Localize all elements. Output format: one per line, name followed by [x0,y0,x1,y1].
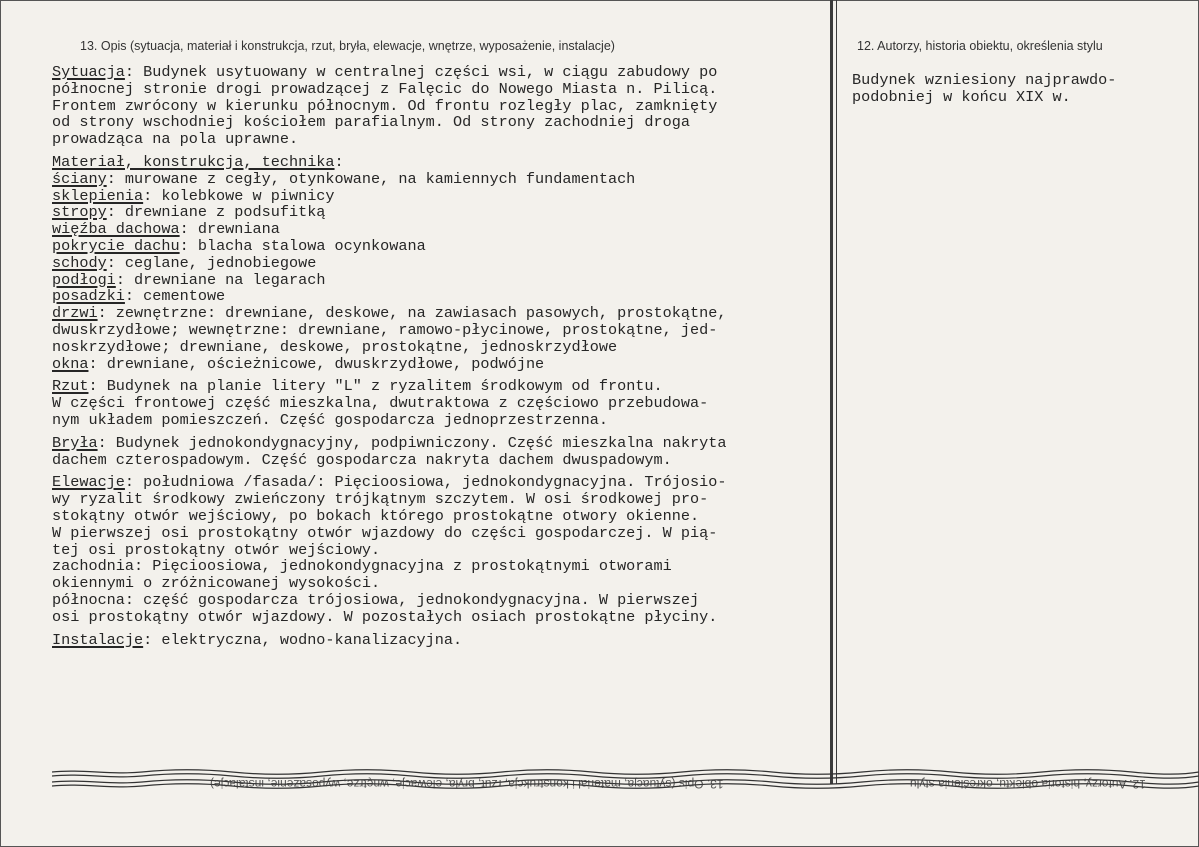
text-line [52,525,837,542]
text-line [52,378,837,395]
line-text: : ceglane, jednobiegowe [106,253,317,272]
line-text: : Budynek jednokondygnacyjny, podpiwniczony. Część mieszkalna nakryta [97,433,727,452]
description-section [52,64,837,148]
description-section [52,474,837,625]
right-column-header: 12. Autorzy, historia obiektu, określenia stylu [857,39,1103,53]
line-text: : drewniane na legarach [115,270,326,289]
section-keyword: drzwi [52,304,98,323]
line-text: : drewniane, ościeżnicowe, dwuskrzydłowe, podwójne [88,354,545,373]
text-line [52,491,837,508]
description-section [52,378,837,428]
section-keyword: Elewacje [52,473,125,492]
line-text: dachem czterospadowym. Część gospodarcza nakryta dachem dwuspadowym. [52,450,672,469]
text-line [52,305,837,322]
line-text: okiennymi o zróżnicowanej wysokości. [52,574,381,593]
text-line [52,452,837,469]
text-line [52,592,837,609]
text-line [52,322,837,339]
mirrored-footer-right: 12. Autorzy, historia obiektu, określenia stylu [910,777,1146,791]
text-line [52,356,837,373]
line-text: prowadząca na pola uprawne. [52,130,299,149]
line-text: : drewniane z podsufitką [106,203,326,222]
line-text: dwuskrzydłowe; wewnętrzne: drewniane, ramowo-płycinowe, prostokątne, jed- [52,320,718,339]
line-text: : [334,152,344,171]
line-text: : kolebkowe w piwnicy [143,186,335,205]
text-line [52,412,837,429]
history-line: podobniej w końcu XIX w. [852,88,1071,106]
line-text: : Budynek usytuowany w centralnej części wsi, w ciągu zabudowy po [124,63,718,81]
line-text: północnej stronie drogi prowadzącej z Falęcic do Nowego Miasta n. Pilicą. [52,79,718,98]
text-line [52,154,837,171]
left-column-header: 13. Opis (sytuacja, materiał i konstrukcja, rzut, bryła, elewacje, wnętrze, wyposażenie, instalacje) [80,39,615,53]
section-keyword: Bryła [52,433,98,452]
description-section [52,154,837,372]
line-text: : południowa /fasada/: Pięcioosiowa, jednokondygnacyjna. Trójosio- [124,473,727,492]
text-line [52,81,837,98]
line-text: : elektryczna, wodno-kanalizacyjna. [143,630,463,649]
section-keyword: Sytuacja [52,63,125,81]
description-section [52,632,837,649]
text-line [52,609,837,626]
section-keyword: Materiał, konstrukcja, technika [52,152,335,171]
text-line [52,632,837,649]
text-line [52,542,837,559]
line-text: : murowane z cegły, otynkowane, na kamiennych fundamentach [106,169,636,188]
text-line [52,255,837,272]
line-text: zachodnia: Pięcioosiowa, jednokondygnacyjna z prostokątnymi otworami [52,557,672,576]
line-text: W pierwszej osi prostokątny otwór wjazdowy do części gospodarczej. W pią- [52,523,718,542]
text-line [52,98,837,115]
text-line [52,114,837,131]
section-keyword: Rzut [52,377,89,396]
text-line [52,204,837,221]
text-line [52,395,837,412]
line-text: wy ryzalit środkowy zwieńczony trójkątnym szczytem. W osi środkowej pro- [52,490,709,509]
section-keyword: podłogi [52,270,116,289]
line-text: Frontem zwrócony w kierunku północnym. Od frontu rozległy plac, zamknięty [52,96,718,115]
line-text: stokątny otwór wejściowy, po bokach którego prostokątne otwory okienne. [52,506,700,525]
description-text [52,64,837,654]
text-line [52,474,837,491]
history-text [852,72,1182,106]
text-line [52,131,837,148]
history-line: Budynek wzniesiony najprawdo- [852,71,1117,89]
line-text: północna: część gospodarcza trójosiowa, jednokondygnacyjna. W pierwszej [52,590,700,609]
section-keyword: schody [52,253,107,272]
section-keyword: stropy [52,203,107,222]
text-line [52,558,837,575]
line-text: : zewnętrzne: drewniane, deskowe, na zawiasach pasowych, prostokątne, [97,304,727,323]
line-text: tej osi prostokątny otwór wejściowy. [52,540,381,559]
section-keyword: okna [52,354,89,373]
text-line [52,188,837,205]
text-line [52,64,837,81]
line-text: : blacha stalowa ocynkowana [179,236,426,255]
line-text: : cementowe [124,287,226,306]
line-text: noskrzydłowe; drewniane, deskowe, prostokątne, jednoskrzydłowe [52,337,618,356]
mirrored-footer-left: 13. Opis (sytuacja, materiał i konstrukcja, rzut, bryła, elewacje, wnętrze, wyposażenie, instalacje) [210,777,724,791]
section-keyword: pokrycie dachu [52,236,180,255]
text-line [52,288,837,305]
section-keyword: sklepienia [52,186,144,205]
text-line [52,575,837,592]
line-text: od strony wschodniej kościołem parafialnym. Od strony zachodniej droga [52,113,690,132]
text-line [52,339,837,356]
line-text: W części frontowej część mieszkalna, dwutraktowa z częściowo przebudowa- [52,394,709,413]
section-keyword: więźba dachowa [52,220,180,239]
text-line [52,272,837,289]
line-text: nym układem pomieszczeń. Część gospodarcza jednoprzestrzenna. [52,410,608,429]
section-keyword: Instalacje [52,630,144,649]
line-text: : drewniana [179,220,280,239]
section-keyword: ściany [52,169,107,188]
description-section [52,435,837,469]
section-keyword: posadzki [52,287,125,306]
text-line [52,238,837,255]
line-text: : Budynek na planie litery "L" z ryzalitem środkowym od frontu. [88,377,663,396]
text-line [52,435,837,452]
line-text: osi prostokątny otwór wjazdowy. W pozostałych osiach prostokątne płyciny. [52,607,718,626]
text-line [52,221,837,238]
text-line [52,508,837,525]
text-line [52,171,837,188]
